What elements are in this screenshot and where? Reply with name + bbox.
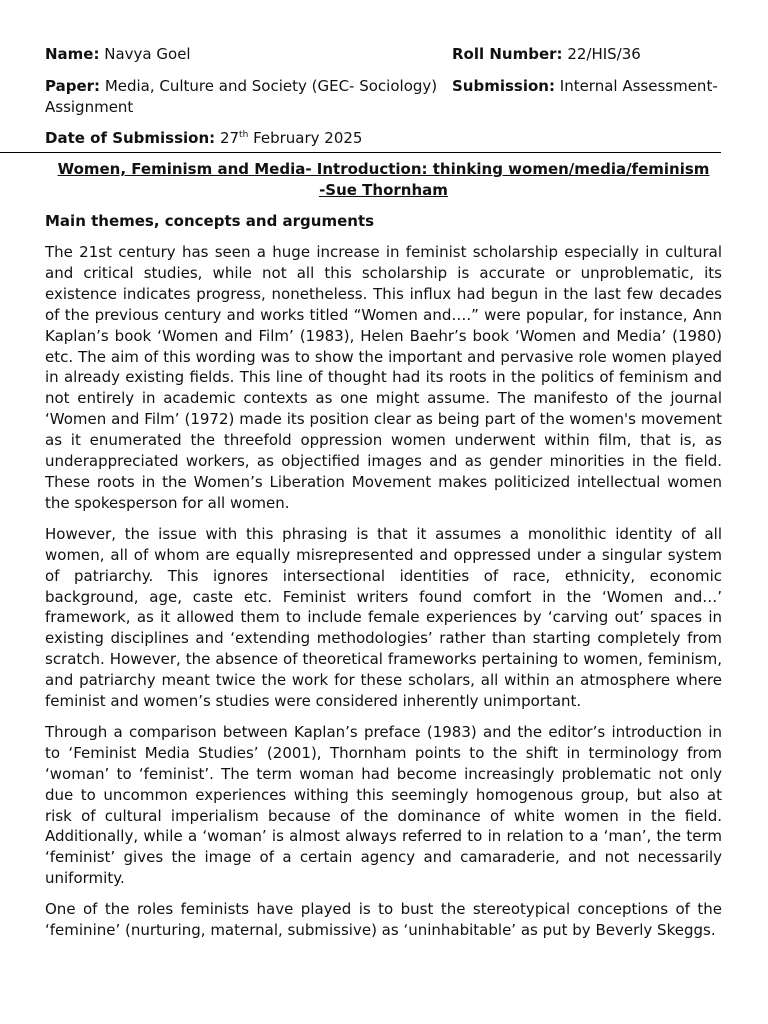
header-divider bbox=[0, 152, 721, 153]
paragraph: However, the issue with this phrasing is that it assumes a monolithic identity of all women, all of whom are equally misrepresented and oppressed under a singular system of patriarchy. This ignores intersectional identities of race, ethnicity, economic background, age, caste etc. Feminist writers found comfort in the ‘Women and…’ framework, as it allowed them to include female experiences by ‘carving out’ spaces in existing disciplines and ‘extending methodologies’ rather than starting completely from scratch. However, the absence of theoretical frameworks pertaining to women, feminism, and patriarchy meant twice the work for these scholars, all within an atmosphere where feminist and women’s studies were considered inherently unimportant. bbox=[45, 524, 722, 711]
roll-number-label: Roll Number: bbox=[452, 45, 563, 63]
roll-number-field bbox=[452, 44, 732, 65]
date-day: 27 bbox=[219, 129, 240, 147]
date-field bbox=[45, 128, 445, 149]
title-line-1: Women, Feminism and Media- Introduction: thinking women/media/feminism bbox=[57, 160, 710, 178]
title-line-2: -Sue Thornham bbox=[319, 181, 448, 199]
date-rest: February 2025 bbox=[253, 129, 363, 147]
date-label: Date of Submission: bbox=[45, 129, 216, 147]
paper-label: Paper: bbox=[45, 77, 101, 95]
date-suffix: th bbox=[239, 130, 249, 140]
section-heading: Main themes, concepts and arguments bbox=[45, 212, 375, 230]
paper-field bbox=[45, 76, 445, 118]
submission-value: Internal Assessment- bbox=[559, 77, 718, 95]
document-title bbox=[45, 159, 722, 201]
paragraph: Through a comparison between Kaplan’s preface (1983) and the editor’s introduction in to ‘Feminist Media Studies’ (2001), Thornham points to the shift in terminology from ‘woman’ to ‘feminist’. The term woman had become increasingly problematic not only due to uncommon experiences withing this seemingly homogenous group, but also at risk of cultural imperialism because of the dominance of white women in the field. Additionally, while a ‘woman’ is almost always referred to in relation to a ‘man’, the term ‘feminist’ gives the image of a certain agency and camaraderie, and not necessarily uniformity. bbox=[45, 722, 722, 888]
name-label: Name: bbox=[45, 45, 100, 63]
paper-value: Media, Culture and Society (GEC- Sociology) Assignment bbox=[45, 77, 438, 116]
paragraph: One of the roles feminists have played is to bust the stereotypical conceptions of the ‘feminine’ (nurturing, maternal, submissive) as ‘uninhabitable’ as put by Beverly Skeggs. bbox=[45, 900, 722, 940]
document-body bbox=[45, 242, 722, 951]
paragraph: The 21st century has seen a huge increase in feminist scholarship especially in cultural and critical studies, while not all this scholarship is accurate or unproblematic, its existence indicates progress, nonetheless. This influx had begun in the last few decades of the previous century and works titled “Women and….” were popular, for instance, Ann Kaplan’s book ‘Women and Film’ (1983), Helen Baehr’s book ‘Women and Media’ (1980) etc. The aim of this wording was to show the important and pervasive role women played in already existing fields. This line of thought had its roots in the politics of feminism and not entirely in academic contexts as one might assume. The manifesto of the journal ‘Women and Film’ (1972) made its position clear as being part of the women's movement as it enumerated the threefold oppression women underwent within film, that is, as underappreciated workers, as objectified images and as gender minorities in the field. These roots in the Women’s Liberation Movement makes politicized intellectual women the spokesperson for all women. bbox=[45, 243, 722, 512]
name-field bbox=[45, 44, 445, 65]
roll-number-value: 22/HIS/36 bbox=[567, 45, 641, 63]
submission-field bbox=[452, 76, 732, 97]
submission-label: Submission: bbox=[452, 77, 555, 95]
name-value: Navya Goel bbox=[104, 45, 191, 63]
